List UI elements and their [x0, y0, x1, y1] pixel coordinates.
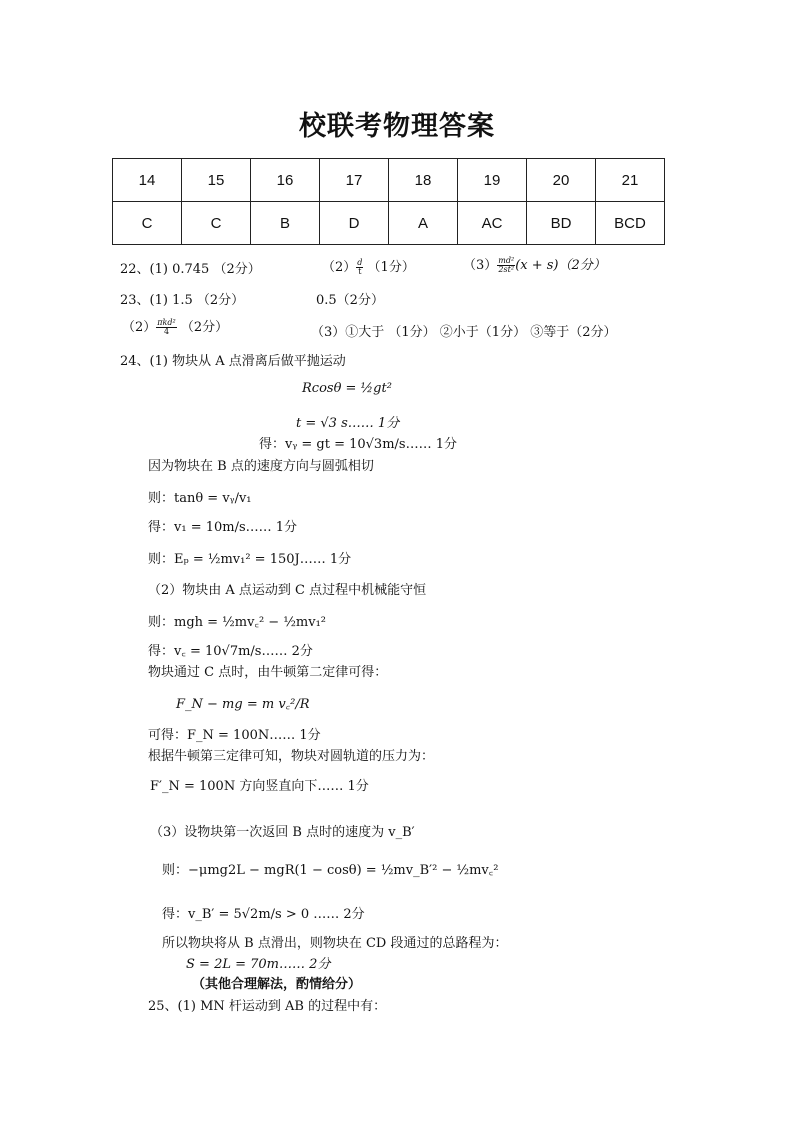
- answer-cell: B: [251, 202, 320, 245]
- question-number: 20: [527, 159, 596, 202]
- q24-eq8: 得：v꜀ = 10√7m/s…… 2分: [148, 644, 313, 659]
- q24-part3: （3）设物块第一次返回 B 点时的速度为 v_B′: [150, 825, 415, 840]
- q24-eq1: Rcosθ = ½gt²: [302, 381, 392, 396]
- q24-eq7: 则：mgh = ½mv꜀² − ½mv₁²: [148, 615, 327, 630]
- answer-cell: A: [389, 202, 458, 245]
- q24-eq4: 则：tanθ = vᵧ/v₁: [148, 491, 252, 506]
- q23-part1b: 0.5（2分）: [316, 293, 384, 308]
- q24-eq13: 得：v_B′ = 5√2m/s > 0 …… 2分: [162, 907, 365, 922]
- answer-cell: AC: [458, 202, 527, 245]
- q22-part2-prefix: （2）: [322, 260, 357, 275]
- q24-statement3: 根据牛顿第三定律可知，物块对圆轨道的压力为：: [148, 749, 435, 764]
- q24-note: （其他合理解法，酌情给分）: [192, 977, 362, 992]
- q23-part2-score: （2分）: [180, 320, 229, 335]
- q24-statement4: 所以物块将从 B 点滑出，则物块在 CD 段通过的总路程为：: [162, 936, 508, 951]
- q22-part3-denominator: 2st²: [498, 265, 515, 274]
- q24-eq6: 则：Eₚ = ½mv₁² = 150J…… 1分: [148, 552, 352, 567]
- q22-part2-fraction: [356, 259, 363, 276]
- answer-cell: D: [320, 202, 389, 245]
- q24-eq2: t = √3 s…… 1分: [296, 416, 400, 431]
- q23-part3: （3）①大于 （1分） ②小于（1分） ③等于（2分）: [311, 325, 617, 340]
- question-number: 16: [251, 159, 320, 202]
- answer-cell: BCD: [596, 202, 665, 245]
- q23-part2-prefix: （2）: [122, 320, 157, 335]
- answer-table-answers-row: [113, 202, 665, 245]
- q24-eq5: 得：v₁ = 10m/s…… 1分: [148, 520, 298, 535]
- q24-eq9: F_N − mg = m v꜀²/R: [176, 697, 310, 712]
- q23-part2: [122, 316, 228, 336]
- q24-eq12: 则：−μmg2L − mgR(1 − cosθ) = ½mv_B′² − ½mv꜀²: [162, 863, 499, 878]
- q24-eq3: 得：vᵧ = gt = 10√3m/s…… 1分: [259, 437, 457, 452]
- question-number: 14: [113, 159, 182, 202]
- q23-part2-fraction: [156, 319, 176, 336]
- answer-table: [112, 158, 665, 245]
- q24-eq14: S = 2L = 70m…… 2分: [186, 957, 331, 972]
- q24-eq10: 可得：F_N = 100N…… 1分: [148, 728, 321, 743]
- answer-cell: C: [182, 202, 251, 245]
- q22-part3-prefix: （3）: [463, 258, 498, 273]
- question-number: 21: [596, 159, 665, 202]
- q23-part1: 23、(1) 1.5 （2分）: [120, 293, 245, 308]
- page-title: 校联考物理答案: [299, 111, 495, 142]
- q23-part2-denominator: 4: [163, 327, 170, 336]
- q24-statement2: 物块通过 C 点时，由牛顿第二定律可得：: [148, 665, 388, 680]
- q22-part2: [322, 256, 415, 276]
- q22-part2-score: （1分）: [367, 260, 415, 275]
- q24-part2: （2）物块由 A 点运动到 C 点过程中机械能守恒: [148, 583, 427, 598]
- q22-part3: [463, 254, 606, 274]
- question-number: 19: [458, 159, 527, 202]
- q24-heading: 24、(1) 物块从 A 点滑离后做平抛运动: [120, 354, 346, 369]
- q22-part2-denominator: t: [358, 267, 362, 276]
- q22-part2-numerator: d: [357, 258, 363, 267]
- answer-cell: C: [113, 202, 182, 245]
- question-number: 18: [389, 159, 458, 202]
- question-number: 15: [182, 159, 251, 202]
- question-number: 17: [320, 159, 389, 202]
- q22-part3-tail: (x + s)（2分）: [515, 258, 606, 273]
- q22-part3-fraction: [497, 257, 515, 274]
- q22-part1: 22、(1) 0.745 （2分）: [120, 262, 261, 277]
- q24-eq11: F′_N = 100N 方向竖直向下…… 1分: [150, 779, 369, 794]
- q23-part2-numerator: πkd²: [157, 318, 176, 327]
- answer-table-numbers-row: [113, 159, 665, 202]
- answer-cell: BD: [527, 202, 596, 245]
- q24-statement1: 因为物块在 B 点的速度方向与圆弧相切: [148, 459, 374, 474]
- q22-part3-numerator: md²: [498, 256, 515, 265]
- q25-heading: 25、(1) MN 杆运动到 AB 的过程中有：: [148, 999, 387, 1014]
